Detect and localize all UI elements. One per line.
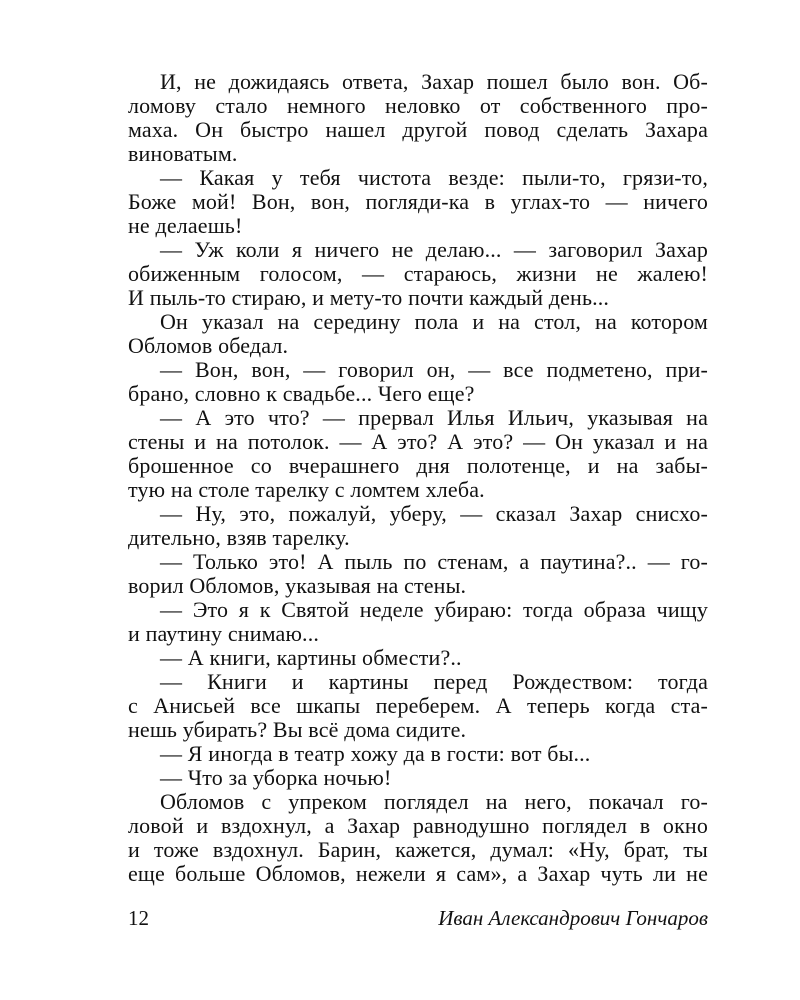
- text-line: маха. Он быстро нашел другой повод сделать Захара: [128, 117, 708, 142]
- text-line: виноватым.: [128, 141, 238, 166]
- paragraph: [128, 550, 708, 598]
- paragraph: [128, 742, 708, 766]
- text-line: не делаешь!: [128, 213, 243, 238]
- text-line: — А это что? — прервал Илья Ильич, указывая на: [160, 405, 708, 430]
- page-number: 12: [128, 906, 149, 930]
- text-line: брошенное со вчерашнего дня полотенце, и на забы-: [128, 453, 708, 478]
- text-line: — Книги и картины перед Рождеством: тогда: [160, 669, 708, 694]
- text-line: Обломов обедал.: [128, 333, 289, 358]
- paragraph: [128, 790, 708, 886]
- text-line: — Вон, вон, — говорил он, — все подметено, при-: [160, 357, 708, 382]
- text-line: и паутину снимаю...: [128, 621, 319, 646]
- text-line: Обломов с упреком поглядел на него, покачал го-: [160, 789, 708, 814]
- text-line: И пыль-то стираю, и мету-то почти каждый день...: [128, 285, 610, 310]
- text-line: с Анисьей все шкапы переберем. А теперь когда ста-: [128, 693, 708, 718]
- paragraph: [128, 406, 708, 502]
- paragraph: [128, 670, 708, 742]
- text-line: брано, словно к свадьбе... Чего еще?: [128, 381, 475, 406]
- text-line: и тоже вздохнул. Барин, кажется, думал: «Ну, брат, ты: [128, 837, 708, 862]
- text-line: — Ну, это, пожалуй, уберу, — сказал Захар снисхо-: [160, 501, 708, 526]
- text-line: ворил Обломов, указывая на стены.: [128, 573, 467, 598]
- text-line: — Уж коли я ничего не делаю... — заговорил Захар: [160, 237, 708, 262]
- text-line: Боже мой! Вон, вон, погляди-ка в углах-то — ничего: [128, 189, 708, 214]
- text-line: нешь убирать? Вы всё дома сидите.: [128, 717, 467, 742]
- paragraph: [128, 166, 708, 238]
- paragraph: [128, 70, 708, 166]
- text-line: — Только это! А пыль по стенам, а паутина?.. — го-: [160, 549, 708, 574]
- text-line: — Какая у тебя чистота везде: пыли-то, грязи-то,: [160, 165, 708, 190]
- text-line: еще больше Обломов, нежели я сам», а Захар чуть ли не: [128, 861, 708, 886]
- text-line: Он указал на середину пола и на стол, на котором: [160, 309, 708, 334]
- page-footer: [128, 906, 708, 932]
- text-line: И, не дожидаясь ответа, Захар пошел было вон. Об-: [160, 69, 708, 94]
- book-page-text: [128, 70, 708, 886]
- paragraph: [128, 310, 708, 358]
- running-title-author: Иван Александрович Гончаров: [438, 906, 708, 930]
- paragraph: [128, 766, 708, 790]
- paragraph: [128, 598, 708, 646]
- paragraph: [128, 238, 708, 310]
- text-line: ловой и вздохнул, а Захар равнодушно поглядел в окно: [128, 813, 708, 838]
- text-line: дительно, взяв тарелку.: [128, 525, 350, 550]
- text-line: тую на столе тарелку с ломтем хлеба.: [128, 477, 485, 502]
- text-line: — Это я к Святой неделе убираю: тогда образа чищу: [160, 597, 708, 622]
- paragraph: [128, 502, 708, 550]
- text-line: ломову стало немного неловко от собственного про-: [128, 93, 708, 118]
- text-line: — Что за уборка ночью!: [160, 765, 392, 790]
- text-line: — Я иногда в театр хожу да в гости: вот бы...: [160, 741, 591, 766]
- paragraph: [128, 646, 708, 670]
- paragraph: [128, 358, 708, 406]
- text-line: — А книги, картины обмести?..: [160, 645, 462, 670]
- text-line: обиженным голосом, — стараюсь, жизни не жалею!: [128, 261, 708, 286]
- text-line: стены и на потолок. — А это? А это? — Он указал и на: [128, 429, 708, 454]
